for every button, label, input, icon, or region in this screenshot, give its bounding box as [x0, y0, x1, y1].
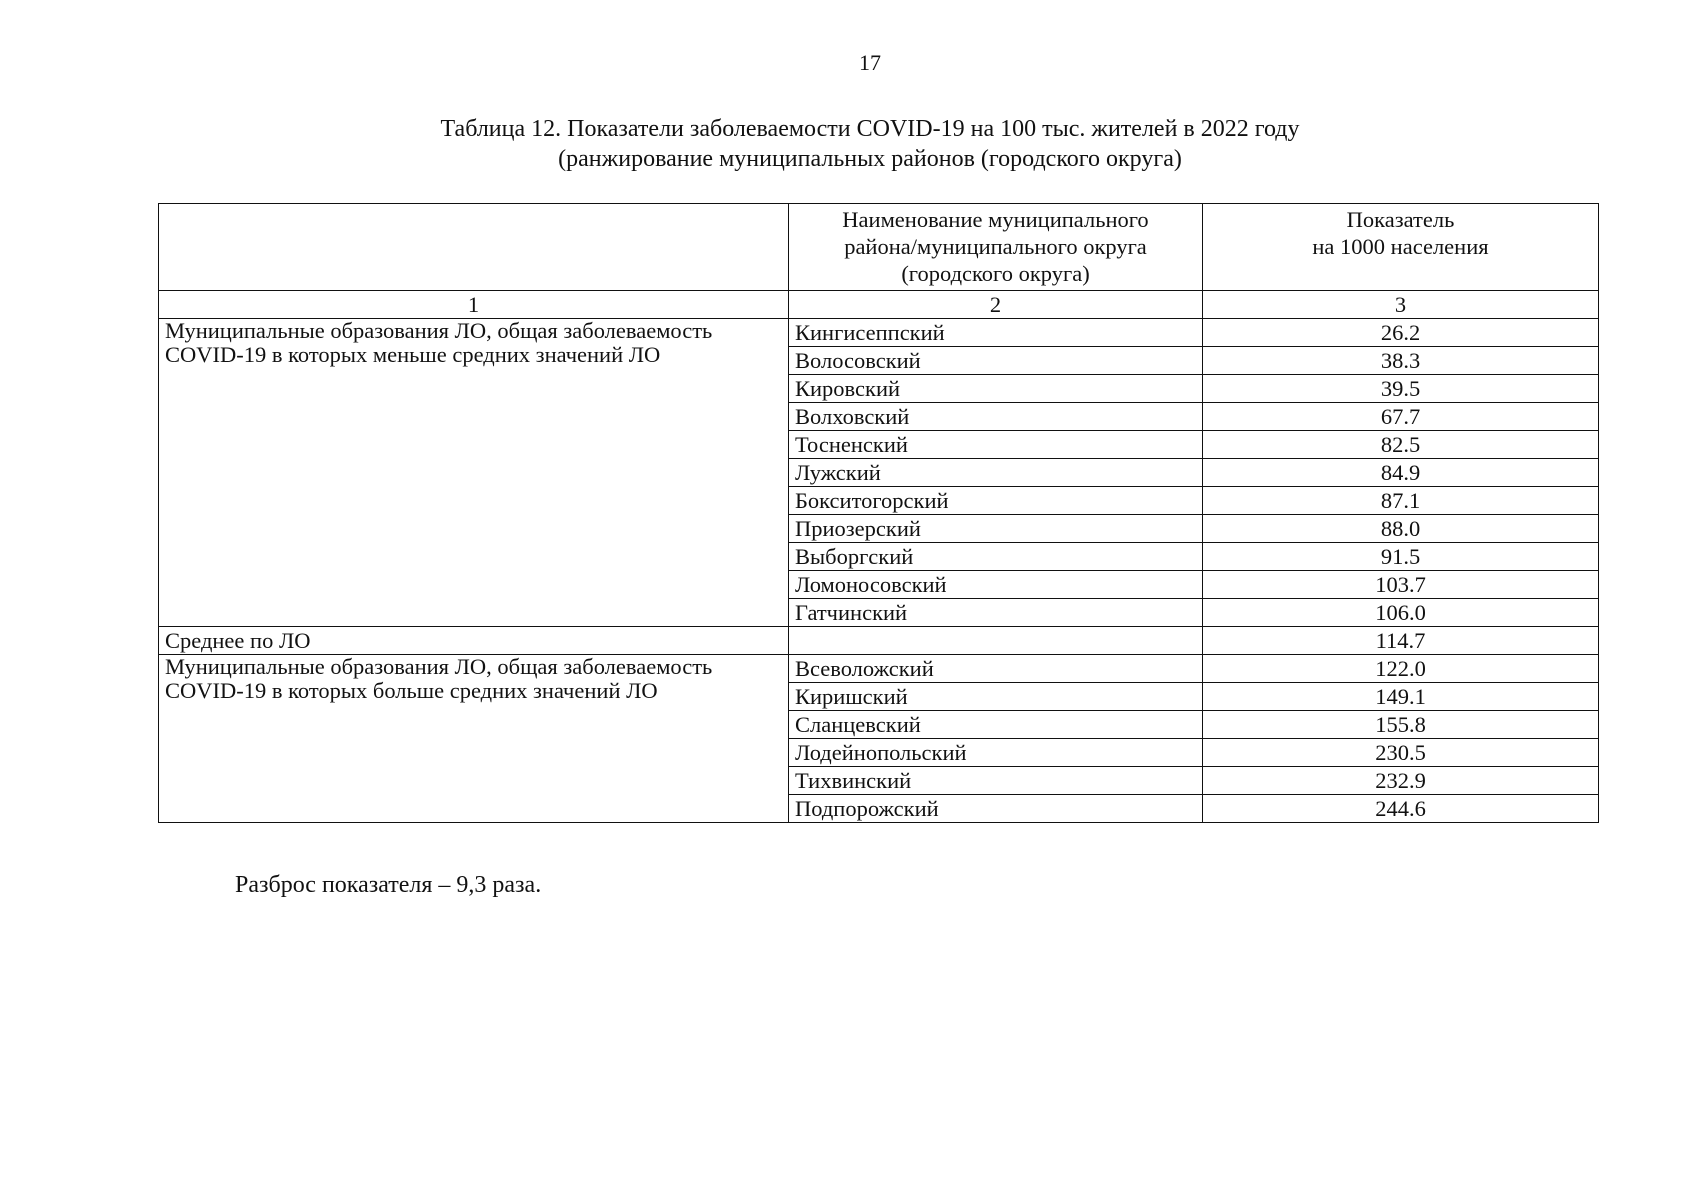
indicator-value: 38.3 [1203, 347, 1599, 375]
indicator-value: 87.1 [1203, 487, 1599, 515]
indicator-value: 84.9 [1203, 459, 1599, 487]
table-row [159, 319, 1599, 347]
indicator-value: 88.0 [1203, 515, 1599, 543]
page-number: 17 [859, 50, 881, 75]
footnote: Разброс показателя – 9,3 раза. [235, 872, 542, 898]
indicator-value: 106.0 [1203, 599, 1599, 627]
caption-line-1: Таблица 12. Показатели заболеваемости COVID-19 на 100 тыс. жителей в 2022 году [440, 116, 1300, 142]
indicator-value: 82.5 [1203, 431, 1599, 459]
indicator-value: 26.2 [1203, 319, 1599, 347]
indicator-value: 230.5 [1203, 739, 1599, 767]
district-name: Киришский [789, 683, 1203, 711]
header-district-line-1: Наименование муниципального [842, 207, 1149, 232]
table-row [159, 655, 1599, 683]
district-name: Приозерский [789, 515, 1203, 543]
indicator-value: 39.5 [1203, 375, 1599, 403]
group-label-line-1: Муниципальные образования ЛО, общая заболеваемость [165, 654, 713, 679]
header-district-line-3: (городского округа) [901, 261, 1090, 286]
district-name: Волховский [789, 403, 1203, 431]
group-label-line-1: Муниципальные образования ЛО, общая заболеваемость [165, 318, 713, 343]
district-name: Кингисеппский [789, 319, 1203, 347]
group-label-below-average [159, 319, 789, 627]
header-cell-1 [159, 204, 789, 291]
table-caption [0, 114, 1699, 174]
column-number: 1 [159, 291, 789, 319]
indicator-value: 91.5 [1203, 543, 1599, 571]
group-label-line-2: COVID-19 в которых больше средних значений ЛО [165, 678, 658, 703]
indicator-value: 67.7 [1203, 403, 1599, 431]
header-district-line-2: района/муниципального округа [844, 234, 1147, 259]
indicator-value: 149.1 [1203, 683, 1599, 711]
indicator-value: 122.0 [1203, 655, 1599, 683]
header-indicator-line-1: Показатель [1346, 207, 1455, 232]
incidence-table [158, 203, 1599, 823]
indicator-value: 232.9 [1203, 767, 1599, 795]
caption-line-2: (ранжирование муниципальных районов (городского округа) [558, 146, 1182, 172]
district-name: Лодейнопольский [789, 739, 1203, 767]
header-cell-indicator [1203, 204, 1599, 291]
district-name: Тихвинский [789, 767, 1203, 795]
column-number: 2 [789, 291, 1203, 319]
header-indicator-line-2: на 1000 населения [1312, 234, 1489, 259]
table-header-row [159, 204, 1599, 291]
indicator-value: 244.6 [1203, 795, 1599, 823]
district-name: Выборгский [789, 543, 1203, 571]
district-name: Тосненский [789, 431, 1203, 459]
district-name: Лужский [789, 459, 1203, 487]
district-name: Бокситогорский [789, 487, 1203, 515]
column-number-row [159, 291, 1599, 319]
district-name: Гатчинский [789, 599, 1203, 627]
average-value: 114.7 [1203, 627, 1599, 655]
average-row [159, 627, 1599, 655]
district-name: Кировский [789, 375, 1203, 403]
header-cell-district [789, 204, 1203, 291]
indicator-value: 103.7 [1203, 571, 1599, 599]
district-name: Сланцевский [789, 711, 1203, 739]
column-number: 3 [1203, 291, 1599, 319]
district-name: Всеволожский [789, 655, 1203, 683]
average-label: Среднее по ЛО [159, 627, 789, 655]
average-district [789, 627, 1203, 655]
district-name: Ломоносовский [789, 571, 1203, 599]
group-label-above-average [159, 655, 789, 823]
district-name: Подпорожский [789, 795, 1203, 823]
indicator-value: 155.8 [1203, 711, 1599, 739]
district-name: Волосовский [789, 347, 1203, 375]
group-label-line-2: COVID-19 в которых меньше средних значений ЛО [165, 342, 661, 367]
